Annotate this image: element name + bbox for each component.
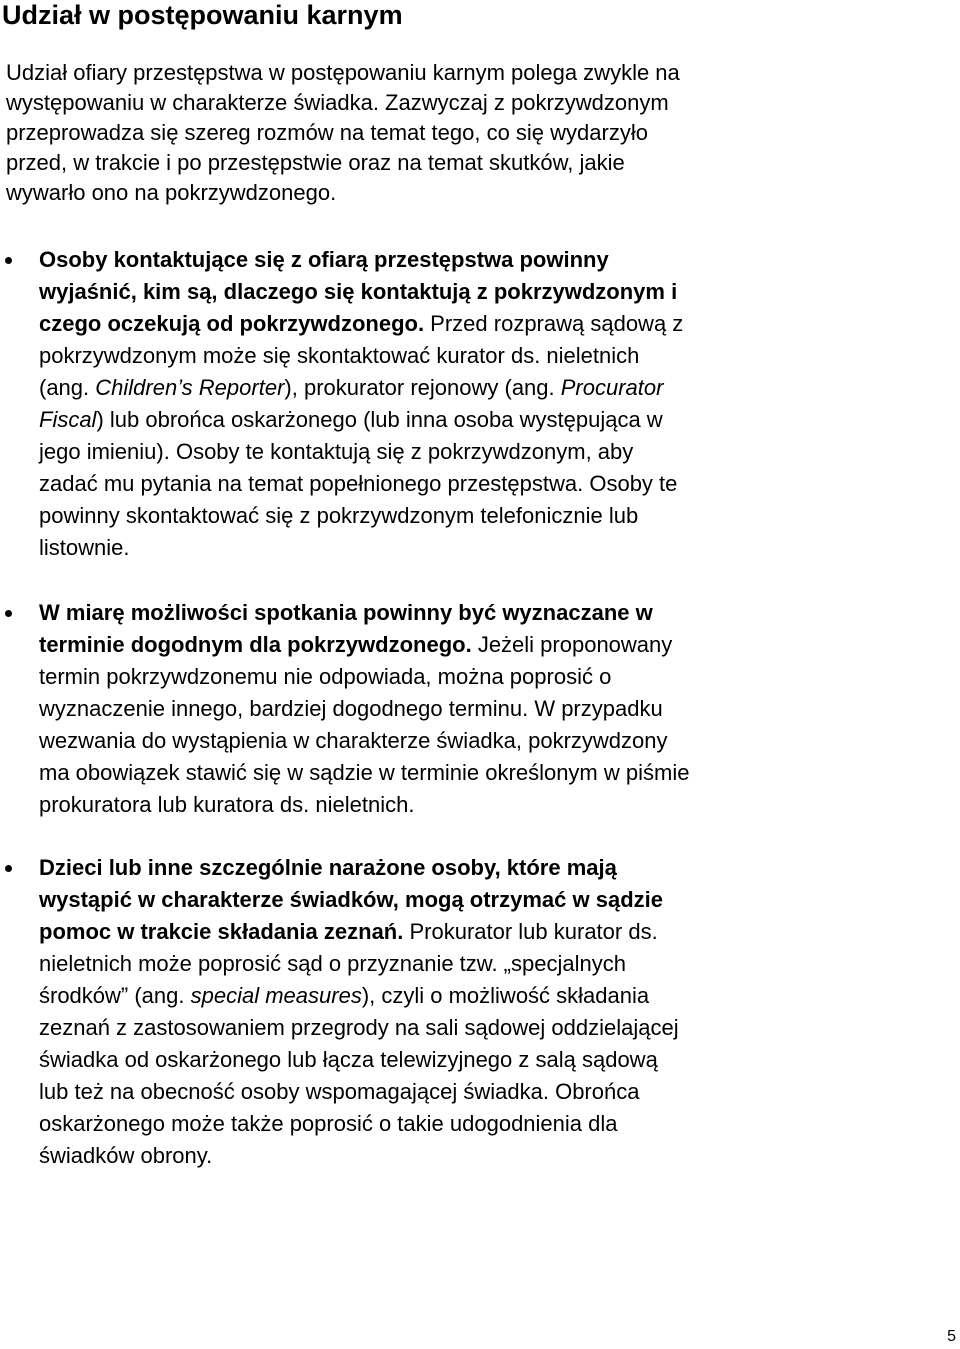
text-line	[39, 1108, 954, 1140]
bold-text: W miarę możliwości spotkania powinny być wyznaczane w	[39, 600, 653, 625]
text-segment: ma obowiązek stawić się w sądzie w terminie określonym w piśmie	[39, 760, 690, 785]
bold-text: pomoc w trakcie składania zeznań.	[39, 919, 404, 944]
bullet-icon	[5, 865, 12, 872]
text-segment: środków” (ang.	[39, 983, 191, 1008]
text-segment: listownie.	[39, 535, 130, 560]
text-line	[39, 436, 954, 468]
text-segment: Przed rozprawą sądową z	[424, 311, 684, 336]
text-segment: Prokurator lub kurator ds.	[403, 919, 658, 944]
text-segment: termin pokrzywdzonemu nie odpowiada, można poprosić o	[39, 664, 612, 689]
bold-text: Osoby kontaktujące się z ofiarą przestępstwa powinny	[39, 247, 609, 272]
text-segment: jego imieniu). Osoby te kontaktują się z pokrzywdzonym, aby	[39, 439, 634, 464]
text-line	[39, 404, 954, 436]
intro-line: występowaniu w charakterze świadka. Zazwyczaj z pokrzywdzonym	[6, 90, 669, 115]
text-line	[39, 1012, 954, 1044]
bullet-item-text	[39, 852, 954, 1172]
text-line	[39, 532, 954, 564]
bullet-item-text	[39, 597, 954, 821]
text-segment: ), czyli o możliwość składania	[361, 983, 650, 1008]
intro-line: wywarło ono na pokrzywdzonego.	[6, 180, 337, 205]
text-segment: zeznań z zastosowaniem przegrody na sali sądowej oddzielającej	[39, 1015, 679, 1040]
bullet-item-text	[39, 244, 954, 564]
text-line	[39, 597, 954, 629]
text-segment: Jeżeli proponowany	[471, 632, 673, 657]
bold-text: terminie dogodnym dla pokrzywdzonego.	[39, 632, 472, 657]
text-line	[39, 468, 954, 500]
italic-text: Fiscal	[39, 407, 97, 432]
text-segment: oskarżonego może także poprosić o takie udogodnienia dla	[39, 1111, 618, 1136]
text-line	[39, 980, 954, 1012]
text-line	[39, 500, 954, 532]
bullet-icon	[5, 257, 12, 264]
text-line	[39, 629, 954, 661]
text-line	[39, 1044, 954, 1076]
text-segment: wyznaczenie innego, bardziej dogodnego terminu. W przypadku	[39, 696, 663, 721]
bold-text: wyjaśnić, kim są, dlaczego się kontaktują z pokrzywdzonym i	[39, 279, 678, 304]
page-number: 5	[947, 1328, 956, 1345]
text-segment: nieletnich może poprosić sąd o przyznanie tzw. „specjalnych	[39, 951, 626, 976]
text-line	[39, 852, 954, 884]
bold-text: czego oczekują od pokrzywdzonego.	[39, 311, 425, 336]
text-line	[39, 725, 954, 757]
text-segment: wezwania do wystąpienia w charakterze świadka, pokrzywdzony	[39, 728, 668, 753]
text-line	[39, 948, 954, 980]
text-segment: ) lub obrońca oskarżonego (lub inna osoba występująca w	[96, 407, 663, 432]
text-segment: (ang.	[39, 375, 96, 400]
text-segment: świadka od oskarżonego lub łącza telewizyjnego z salą sądową	[39, 1047, 658, 1072]
text-segment: zadać mu pytania na temat popełnionego przestępstwa. Osoby te	[39, 471, 678, 496]
text-line	[39, 916, 954, 948]
text-segment: lub też na obecność osoby wspomagającej świadka. Obrońca	[39, 1079, 640, 1104]
intro-line: przeprowadza się szereg rozmów na temat tego, co się wydarzyło	[6, 120, 648, 145]
text-line	[39, 340, 954, 372]
text-line	[39, 757, 954, 789]
italic-text: Children’s Reporter	[95, 375, 285, 400]
text-line	[39, 789, 954, 821]
bold-text: wystąpić w charakterze świadków, mogą otrzymać w sądzie	[39, 887, 663, 912]
text-segment: prokuratora lub kuratora ds. nieletnich.	[39, 792, 415, 817]
text-segment: świadków obrony.	[39, 1143, 213, 1168]
text-line	[39, 308, 954, 340]
italic-text: Procurator	[560, 375, 664, 400]
text-line	[39, 244, 954, 276]
italic-text: special measures	[190, 983, 362, 1008]
text-line	[39, 372, 954, 404]
text-line	[39, 661, 954, 693]
text-line	[39, 884, 954, 916]
intro-line: Udział ofiary przestępstwa w postępowaniu karnym polega zwykle na	[6, 60, 680, 85]
text-segment: ), prokurator rejonowy (ang.	[284, 375, 561, 400]
section-heading: Udział w postępowaniu karnym	[2, 0, 403, 30]
text-line	[39, 693, 954, 725]
intro-paragraph	[6, 58, 906, 208]
bold-text: Dzieci lub inne szczególnie narażone osoby, które mają	[39, 855, 617, 880]
bullet-icon	[5, 610, 12, 617]
text-segment: pokrzywdzonym może się skontaktować kurator ds. nieletnich	[39, 343, 640, 368]
text-line	[39, 1140, 954, 1172]
text-line	[39, 276, 954, 308]
intro-line: przed, w trakcie i po przestępstwie oraz na temat skutków, jakie	[6, 150, 625, 175]
text-segment: powinny skontaktować się z pokrzywdzonym telefonicznie lub	[39, 503, 639, 528]
text-line	[39, 1076, 954, 1108]
